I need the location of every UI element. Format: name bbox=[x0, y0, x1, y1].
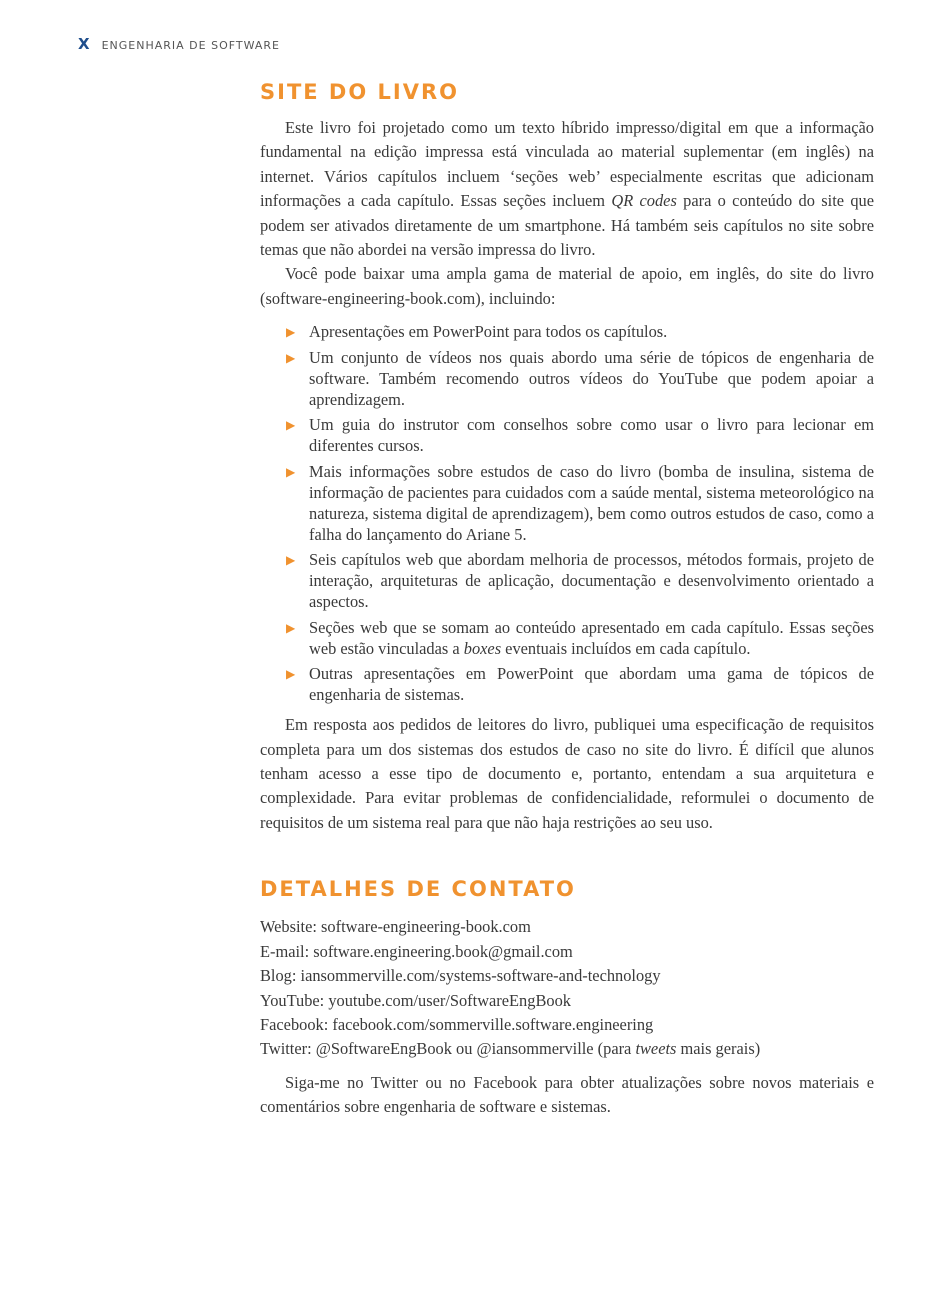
paragraph: Você pode baixar uma ampla gama de material de apoio, em inglês, do site do livro (software-engineering-book.com), incluindo: bbox=[260, 264, 874, 308]
page-content bbox=[260, 78, 874, 1120]
resource-list bbox=[260, 321, 874, 705]
paragraph: Em resposta aos pedidos de leitores do livro, publiquei uma especificação de requisitos completa para um dos sistemas dos estudos de caso no site do livro. É difícil que alunos tenham acesso a esse tipo de documento e, portanto, entendam a sua arquitetura e complexidade. Para evitar problemas de confidencialidade, reformulei o documento de requisitos de um sistema real para que não haja restrições ao seu uso. bbox=[260, 715, 874, 832]
list-item: ▶ Seções web que se somam ao conteúdo apresentado em cada capítulo. Essas seções web estão vinculadas a boxes eventuais incluídos em cada capítulo. bbox=[286, 617, 874, 658]
bullet-icon: ▶ bbox=[286, 620, 296, 635]
contact-website: Website: software-engineering-book.com bbox=[260, 917, 531, 937]
list-item: ▶ Um conjunto de vídeos nos quais abordo uma série de tópicos de engenharia de software. Também recomendo outros vídeos do YouTube que podem apoiar a aprendizagem. bbox=[286, 347, 874, 409]
contact-email: E-mail: software.engineering.book@gmail.com bbox=[260, 941, 573, 961]
bullet-icon: ▶ bbox=[286, 350, 296, 365]
bullet-icon: ▶ bbox=[286, 418, 296, 433]
list-item: ▶ Apresentações em PowerPoint para todos os capítulos. bbox=[286, 322, 668, 342]
contact-facebook: Facebook: facebook.com/sommerville.software.engineering bbox=[260, 1014, 654, 1034]
section-heading-site: SITE DO LIVRO bbox=[260, 80, 459, 104]
list-item: ▶ Outras apresentações em PowerPoint que abordam uma gama de tópicos de engenharia de sistemas. bbox=[286, 664, 874, 705]
list-item: ▶ Um guia do instrutor com conselhos sobre como usar o livro para lecionar em diferentes cursos. bbox=[286, 415, 874, 456]
running-title: ENGENHARIA DE SOFTWARE bbox=[101, 39, 280, 52]
paragraph: Siga-me no Twitter ou no Facebook para obter atualizações sobre novos materiais e comentários sobre engenharia de software e sistemas. bbox=[260, 1072, 874, 1117]
bullet-icon: ▶ bbox=[286, 667, 296, 682]
paragraph: Este livro foi projetado como um texto híbrido impresso/digital em que a informação fundamental na edição impressa está vinculada ao material suplementar (em inglês) na internet. Vários capítulos incluem ‘seções web’ especialmente escritas que adicionam informações a cada capítulo. Essas seções incluem QR codes para o conteúdo do site que podem ser ativados diretamente de um smartphone. Há também seis capítulos no site sobre temas que não abordei na versão impressa do livro. bbox=[260, 118, 874, 260]
bullet-icon: ▶ bbox=[286, 325, 296, 340]
contact-blog: Blog: iansommerville.com/systems-software-and-technology bbox=[260, 966, 661, 986]
bullet-icon: ▶ bbox=[286, 464, 296, 479]
contact-twitter: Twitter: @SoftwareEngBook ou @iansommerville (para tweets mais gerais) bbox=[260, 1039, 761, 1059]
list-item: ▶ Seis capítulos web que abordam melhoria de processos, métodos formais, projeto de interação, arquiteturas de aplicação, documentação e desenvolvimento orientado a aspectos. bbox=[286, 550, 874, 612]
running-header bbox=[78, 35, 280, 53]
section-heading-contact: DETALHES DE CONTATO bbox=[260, 877, 576, 902]
list-item: ▶ Mais informações sobre estudos de caso do livro (bomba de insulina, sistema de informação de pacientes para cuidados com a saúde mental, sistema meteorológico na natureza, sistema digital de aprendizagem), bem como outros estudos de caso, como a falha do lançamento do Ariane 5. bbox=[286, 461, 874, 544]
bullet-icon: ▶ bbox=[286, 553, 296, 568]
contact-list bbox=[260, 915, 874, 1061]
page-number: X bbox=[78, 35, 90, 53]
contact-youtube: YouTube: youtube.com/user/SoftwareEngBook bbox=[260, 990, 571, 1010]
